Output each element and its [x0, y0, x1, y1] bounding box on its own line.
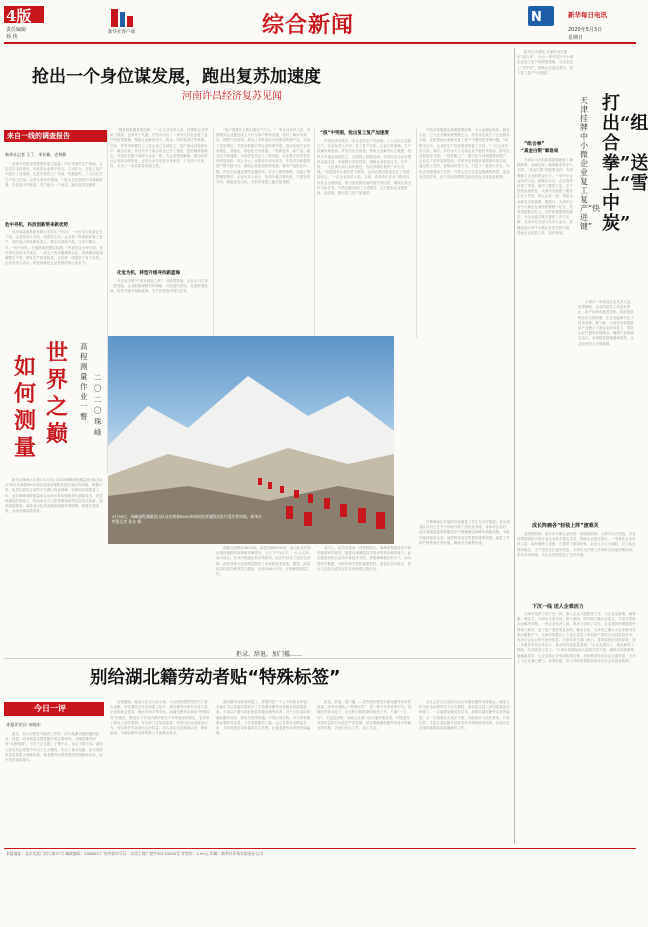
paper-name: 新华每日电讯	[568, 11, 607, 19]
right-col-divider	[514, 48, 515, 844]
everest-title-1: 世界之巅	[46, 340, 69, 447]
col-divider-2	[213, 128, 214, 338]
everest-photo-caption: 4月30日，珠峰高程测量登山队员在海拔6500米的前进营地附近进行适应性训练。新华社特派记者 孙非 摄	[112, 514, 262, 524]
lead-subhead: 河南许昌经济复苏见闻	[182, 91, 282, 102]
app-name: 新华社客户端	[108, 30, 135, 35]
everest-col4-text: 冰川上，队员们排成一列缓缓前行。珠峰高程测量对于推动地球科学研究、推进全球测绘技术进步等具有重要意义。此次测量将综合运用多种技术手段，获取珠峰地区的大气、冰川等科学数据，为科学研究提供重要资料。测量队员们表示，将全力以赴完成好这次光荣而艰巨的任务。	[317, 546, 412, 571]
right-col-mid-text: 天津市出台的政策措施涵盖了减税降费、金融支持、稳岗就业等多个方面。“真金白银”的政策支持，有效缓解了企业的资金压力。一家中小企业负责人说，政策出台后，企业很快获得了贷款，解决了燃眉之急，生产经营迅速恢复。天津市还组建了服务企业工作组，深入企业一线，帮助企业解决实际困难。据统计，天津市已为中小微企业减免税费数十亿元，发放贷款数百亿元。这些政策措施的落实，为企业渡过难关提供了有力支撑。天津市有关部门负责人表示，将继续加大对中小微企业的支持力度，帮助企业轻装上阵、加快发展。	[517, 158, 574, 235]
lead-sub-1: 危中寻机，科技创新带来新优势	[5, 223, 68, 228]
lead-col3-text: “客户需要什么我们就生产什么。”一家企业负责人说，疫情期间企业通过线上平台与客户保持沟通，及时了解市场需求，调整产品结构，推出了多款适应市场需求的新产品，实现了逆势增长。许昌市积极引导企业转型升级，推动传统产业向高端化、智能化、绿色化方向发展。一批新技术、新产品、新业态不断涌现，为经济复苏注入了新动能。企业数字化转型步伐明显加快，线上办公、远程协作成为常态。许昌市还积极搭建产销对接平台，帮助企业拓展销售渠道，解决产品积压问题。许多企业通过网络直播带货，打开了新的销路，实现了销售额的增长。企业负责人表示，危机中蕴含着转机，只要找准方向，就能化危为机，在新的赛道上跑出加速度。	[216, 128, 311, 185]
bottom-col1-text: 最近，有人反映在外地找工作时，因为是湖北籍而遭到拒录、辞退，或者被要求提供额外的证明材料。对湖北籍劳动者“另眼相看”，不仅于法无据，于理不合，而且于情不容。湖北人民在抗击疫情中付出了巨大牺牲，作出了重大贡献。如今疫情防控取得重大战略成果，湖北籍劳动者需要的是理解和支持，而不是歧视和排斥。	[5, 732, 103, 763]
editor-name: 孙 侠	[6, 34, 18, 40]
right-col-top-text: 新华社天津电 天津市近日推出“组合拳”，出台一系列支持中小微企业复工复产的政策措施，为企业送上“雪中炭”，帮助企业渡过难关，按下复工复产“快进键”。	[517, 50, 574, 75]
lead-sub-3: “疫”中突围，抢出复工复产加速度	[320, 131, 389, 136]
lead-col1-text-b: 在河南森源集团有限公司的生产车间，一台台电力装备正在下线。企业负责人介绍，疫情发生后，企业第一时间组织复工复产，同时加大科技研发投入，推出多款新产品，订单不降反升。“危中有机，关键是要把握住机遇。”许昌的企业家们说。在许昌经济技术开发区，一家生产医疗器械的企业，疫情期间迅速调整生产线，研发生产防疫物资，为抗疫一线提供了有力支持。企业负责人表示，科技创新是企业发展的核心竞争力。	[5, 230, 103, 266]
right-col-wide-text: 天津市一家科技企业负责人说，疫情期间，企业的研发工作没有停止，新产品研发进度加快。政府提供的各项支持政策，让企业能够专注于技术创新。据了解，天津市还积极推动产业链上下游企业协同复工，帮助企业打通供应链堵点，确保产业链稳定运行。各项政策措施落地见效，企业发展信心不断增强。	[578, 300, 634, 346]
footer-rule	[4, 848, 636, 849]
everest-subtitle: 高程测量作业一瞥	[80, 342, 88, 421]
right-col-bottom-text: 天津市组织干部下沉一线，深入企业开展帮扶工作，为企业送政策、解难题、增活力。干部们走进车间、深入班组，面对面了解企业需求，手把手帮助企业解决问题。一家企业负责人说，帮扶干部来了以后，企业遇到的难题很快得到了解决，复工复产进度明显加快。截至目前，天津市已累计为企业解决各类问题数千个。天津市规模以上工业企业复工率和复产率均已达到较高水平，经济社会运行秩序加快恢复。天津市有关部门表示，将持续优化营商环境，进一步激发市场主体活力，推动经济高质量发展。“企业发展好了，就业就有了保障，经济就有了活力。”天津市将继续加大政策支持力度，确保各项政策措施落地见效，让企业真正享受到政策红利，加快推动经济社会全面恢复。全市上下正在凝心聚力、奋勇前进，努力夺取疫情防控和经济社会发展双胜利。	[517, 612, 636, 663]
lead-byline: 新华社记者 王丁、李亚楠、史林静	[5, 152, 67, 157]
newspaper-logo-icon	[528, 6, 554, 26]
bottom-byline: 本报评论员 宋晓东	[6, 722, 41, 727]
right-col-low-text: 受疫情影响，部分中小微企业经营一度面临困难。天津市出台措施，对受疫情影响较大的行业企业给予重点支持，帮助企业渡过难关。一家餐饮企业负责人说，政府减免了房租，还提供了稳岗补贴，企业压力大大减轻，员工队伍保持稳定，生产经营正在逐步恢复。天津市还开展了多种形式的促消费活动，带动市场回暖，为企业发展创造了良好环境。	[517, 532, 636, 557]
column-tag: 来自一线的调查报告	[4, 130, 107, 142]
right-tag-4: 下沉一线 送人企难活力	[532, 604, 584, 610]
everest-photo-svg	[108, 336, 394, 544]
col-divider-4	[416, 128, 417, 338]
bottom-headline: 别给湖北籍劳动者贴“特殊标签”	[90, 668, 341, 688]
brand-icon	[528, 6, 554, 26]
bottom-col3-text: 湖北籍劳动者返岗复工，需要的是一个公平的就业环境。各地应当认真落实国家关于支持湖北籍劳动者就业的政策措施，不得以户籍为由拒绝招用湖北籍劳动者。对于已经返岗的湖北籍劳动者，要给予同等待遇，不得区别对待。对于持有健康证明的劳动者，不应设置额外门槛。社会各界应当携起手来，共同营造包容和谐的社会氛围，让湖北籍劳动者感受到温暖。	[216, 700, 311, 736]
lead-col2-text: “越是困难越是要创新。”一位企业负责人说，疫情给企业带来了挑战，也带来了机遇。许昌市出台了一系列支持企业复工复产的政策措施，帮助企业解决用工、资金、原材料供应等难题。目前，许昌市规模以上工业企业已全部复工，复产率达到较高水平。截至目前，许昌市多个重点项目已开工建设，投资额持续增长。许昌市各级干部深入企业一线，为企业排忧解难，推动经济社会发展全面恢复。这些企业在危机中育新机、于变局中开新局，走出了一条高质量发展之路。	[110, 128, 208, 169]
everest-col1-text: 新华社珠峰大本营5月2日电 2020珠峰高程测量登山队员4月30日在海拔6500米的前进营地附近进行适应性训练。根据计划，队员们将在合适的天气窗口冲顶珠峰，在峰顶开展测量工作。此次珠峰高程测量综合运用多种传统和现代测绘技术，在传统测量的基础上，将运用北斗卫星导航系统等先进技术装备，提高测量精度。测量登山队员克服高寒缺氧等困难，积极开展训练，为冲顶测量做准备。	[5, 478, 103, 514]
col-divider-3	[314, 128, 315, 338]
xinhua-logo-icon	[110, 8, 134, 28]
everest-col3-text: 西藏点高程站5800米，前进营地6500米，登山队员们将沿着传统路线向珠峰顶峰进发。当天下午3点半，一行人走向冰川前沿。在冰川的融化和冰塔林里，队员们完成了适应性训练。此次训练为登顶测量做好了身体和技术准备。据悉，测量队员们将在峰顶竖立觇标，安装GNSS天线，开展峰顶测量工作。	[216, 546, 311, 577]
everest-bottom-tag: 拒录、辞退、加门槛……	[236, 651, 303, 658]
lead-headline: 抢出一个身位谋发展，跑出复苏加速度	[32, 67, 321, 87]
right-col-title: 打出“组合拳”送上“雪中炭”	[602, 93, 648, 234]
bottom-col5-text: 全社会应当以实际行动支持湖北籍劳动者就业。湖北人民为抗击疫情作出了巨大牺牲，现在是全国人民回报湖北的时候了。一方面要加强宣传引导，消除对湖北籍劳动者的偏见；另一方面要加大执法力度，对歧视行为依法查处。只有这样，才能让湖北籍劳动者享有平等就业的权利，让他们在全国各地都能找到满意的工作。	[419, 700, 510, 731]
right-tag-1: “组合拳”	[524, 142, 545, 147]
bottom-rule	[4, 658, 512, 659]
right-tag-2: “真金白银”解急局	[521, 149, 559, 154]
svg-text:N: N	[531, 10, 542, 25]
right-tag-3: 成长阵痛各“轻装上阵”渡难关	[532, 523, 599, 529]
bottom-tag: 今日一评	[4, 702, 104, 716]
lead-col4-text: 许昌经济开发区一家企业的生产车间里，工人们正在加紧生产。企业负责人介绍，复工复产以来，企业订单饱满，生产线满负荷运转。许昌市出台措施，帮助企业解决用工难题，组织专车接送返岗员工，开展线上招聘活动。许昌市还为企业提供金融支持，协调银行发放贷款，缓解企业资金压力。在许昌，一大批重点项目加快推进，为经济增长提供了有力支撑。“疫情没有让我们停下脚步，反而让我们更加坚定了发展的信心。”一位企业负责人说。当前，许昌市正在全力推动经济社会全面恢复，努力把疫情造成的损失补回来，确保完成全年目标任务。许昌各级各部门主动服务，全力帮助企业抢时间、抢进度，跑出复工复产加速度。	[317, 139, 412, 196]
everest-photo	[108, 336, 394, 544]
everest-col5-text: 在珠峰地区开展的各项测量工作正在有序推进。登山测量队员们已在多个营地开展了适应性训练，身体状态良好。此次高程测量的数据将用于精确测定珠峰的最新高程，为研究地球板块运动、地质构造变化等提供重要依据。测量工作将严格按照计划开展，确保安全顺利完成。	[419, 520, 510, 545]
bottom-col2-text: 疫情期间，湖北人民以大局为重，为全国疫情防控作出了重大贡献。现在湖北已经全面复工复产，湖北籍劳动者外出务工是正常的就业需求，理应得到平等对待。给湖北籍劳动者贴“特殊标签”的做法，既违反了劳动法律法规关于平等就业的规定，也伤害了湖北人民的感情。有关部门应加强监管，坚决纠正此类歧视行为，切实维护劳动者的合法权益。用人单位也应提高认识，摒弃偏见，为湖北籍劳动者提供公平的就业机会。	[110, 700, 210, 736]
editor-label: 责任编辑	[6, 27, 27, 33]
page-number: 4版	[6, 7, 32, 25]
section-title: 综合新闻	[262, 12, 355, 38]
right-col-subtitle: 天津挂牌中小微企业复工复产“快进键”	[580, 96, 601, 231]
issue-date: 2020年5月3日	[568, 27, 603, 33]
everest-title-2: 如何测量	[14, 354, 37, 461]
masthead-rule	[4, 42, 636, 44]
bottom-col4-text: 拒录、辞退、加门槛……这些做法都是对湖北籍劳动者的歧视。给劳动者贴上“特殊标签”，是一种不负责任的行为。疫情防控常态化下，应当科学精准做好防控工作，不搞“一刀切”，不层层加码。各地人社部门应开通举报渠道，对侵害劳动者权益的行为依法严肃处理，切实保障湖北籍劳动者平等就业的权利，让他们安心工作、放心生活。	[317, 700, 412, 731]
lead-col1-text-a: 河南许昌是全国重要的电力装备、汽车零部件生产基地。在这次抗击疫情中，许昌的企业勇于担当，主动作为，在复工复产中跑出了加速度。走进许昌的工厂车间，机器轰鸣，工人们正在生产线上忙碌。记者在采访中看到，一批企业在危机中寻找新机遇，在变局中开新局，努力抢出一个身位，跑出复苏加速度。	[5, 162, 103, 187]
everest-author: 二〇二〇 珠峰	[94, 373, 102, 437]
footer-info: 本报地址：北京宣武门西大街57号 邮政编码：100803 广告经营许可证：京西工商广登字20170050号 零售价：1.50元 印刷：新华社印务有限责任公司	[6, 851, 263, 856]
lead-col2-text-b: 许昌是中国“中国发制品之都”。受疫情影响，企业出口订单一度受阻。企业积极调整市场策略，开拓国内市场，发展跨境电商，转型升级寻找新蓝海，生产经营逐步回归正常。	[110, 279, 208, 294]
lead-sub-2: 化危为机，转型升级寻找新蓝海	[117, 271, 180, 276]
issue-weekday: 星期日	[568, 35, 584, 41]
lead-col5-text: 许昌市积极落实减税降费政策，为企业减轻负担。截至目前，已为企业减免税费数亿元。许昌市还设立了企业服务专班，及时帮助企业解决复工复产中遇到的各种问题。“政策出台后，企业的生产经营很快恢复了正常。”一位企业负责人说。同时，许昌市大力支持企业开展技术改造，推动企业智能化升级。一批智能工厂、数字化车间相继建成投产，企业生产效率显著提高。许昌市还积极开展招商引资活动，通过网上签约、视频洽谈等方式，引进了一批重大项目，为经济发展增添了后劲。许昌人民正以更加饱满的热情、更加务实的作风，奋力夺取疫情防控和经济社会发展双胜利。	[419, 128, 510, 179]
